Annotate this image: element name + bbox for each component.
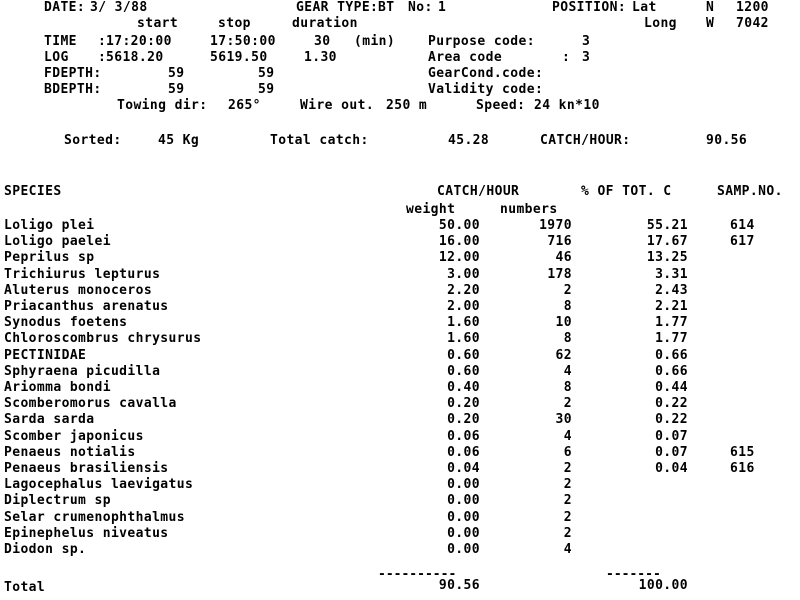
time-stop: 17:50:00: [210, 34, 276, 49]
total-catch-value: 45.28: [448, 133, 490, 148]
species-name: PECTINIDAE: [4, 348, 87, 363]
catch-numbers: 1970: [539, 218, 572, 233]
catch-weight: 1.60: [447, 315, 480, 330]
catch-numbers: 10: [555, 315, 572, 330]
percent-of-total: 1.77: [655, 331, 688, 346]
gearcond-code-label: GearCond.code:: [428, 66, 544, 81]
species-name: Diplectrum sp: [4, 493, 111, 508]
catch-numbers: 2: [563, 461, 572, 476]
percent-of-total: 3.31: [655, 267, 688, 282]
sample-number: 616: [730, 461, 755, 476]
species-name: Aluterus monoceros: [4, 283, 153, 298]
percent-of-total: 0.66: [655, 364, 688, 379]
species-name: Loligo paelei: [4, 234, 111, 249]
percent-of-total: 0.04: [655, 461, 688, 476]
haul-no-label: No:: [408, 0, 433, 15]
log-colon: :: [98, 50, 107, 65]
catch-weight: 12.00: [438, 250, 480, 265]
catch-weight: 0.00: [447, 510, 480, 525]
catch-numbers: 8: [563, 331, 572, 346]
percent-of-total: 0.07: [655, 429, 688, 444]
fdepth-label: FDEPTH:: [44, 66, 102, 81]
species-name: Loligo plei: [4, 218, 95, 233]
species-name: Priacanthus arenatus: [4, 299, 169, 314]
catch-weight: 0.06: [447, 445, 480, 460]
towing-dir-label: Towing dir:: [117, 98, 208, 113]
percent-of-total: 13.25: [646, 250, 688, 265]
species-column-header: SPECIES: [4, 184, 62, 199]
catch-weight: 0.40: [447, 380, 480, 395]
catch-weight: 3.00: [447, 267, 480, 282]
species-name: Trichiurus lepturus: [4, 267, 161, 282]
percent-total-rule: -------: [606, 567, 661, 582]
lat-direction: N: [706, 0, 715, 15]
area-code-colon: :: [562, 50, 571, 65]
purpose-code-label: Purpose code:: [428, 34, 535, 49]
percent-of-total: 17.67: [646, 234, 688, 249]
catch-numbers: 2: [563, 493, 572, 508]
sample-no-column-header: SAMP.NO.: [717, 184, 783, 199]
fdepth-start: 59: [168, 66, 185, 81]
purpose-code-value: 3: [582, 34, 591, 49]
catch-weight: 0.00: [447, 477, 480, 492]
log-label: LOG: [44, 50, 69, 65]
catch-weight: 0.00: [447, 542, 480, 557]
total-label: Total: [4, 580, 46, 595]
long-value: 7042: [736, 16, 769, 31]
numbers-subheader: numbers: [500, 202, 558, 217]
time-label: TIME: [44, 34, 77, 49]
catch-weight: 2.00: [447, 299, 480, 314]
time-duration: 30: [314, 34, 331, 49]
sample-number: 614: [730, 218, 755, 233]
percent-of-total: 0.66: [655, 348, 688, 363]
percent-total-column-header: % OF TOT. C: [581, 184, 672, 199]
species-name: Peprilus sp: [4, 250, 95, 265]
catch-numbers: 4: [563, 429, 572, 444]
long-direction: W: [706, 16, 715, 31]
bdepth-stop: 59: [258, 82, 275, 97]
species-name: Selar crumenophthalmus: [4, 510, 185, 525]
catch-weight: 2.20: [447, 283, 480, 298]
catch-numbers: 178: [547, 267, 572, 282]
sample-number: 617: [730, 234, 755, 249]
catch-numbers: 2: [563, 283, 572, 298]
catch-numbers: 2: [563, 510, 572, 525]
catch-numbers: 4: [563, 542, 572, 557]
time-unit: (min): [354, 34, 396, 49]
column-duration-heading: duration: [292, 16, 358, 31]
species-name: Penaeus brasiliensis: [4, 461, 169, 476]
catch-per-hour-value: 90.56: [706, 133, 748, 148]
weight-subheader: weight: [406, 202, 456, 217]
sample-number: 615: [730, 445, 755, 460]
catch-weight: 0.06: [447, 429, 480, 444]
catch-numbers: 4: [563, 364, 572, 379]
catch-weight: 0.20: [447, 396, 480, 411]
column-stop-heading: stop: [218, 16, 251, 31]
catch-weight: 1.60: [447, 331, 480, 346]
species-name: Sarda sarda: [4, 412, 95, 427]
catch-weight: 50.00: [438, 218, 480, 233]
lat-label: Lat: [632, 0, 657, 15]
species-name: Penaeus notialis: [4, 445, 136, 460]
log-duration: 1.30: [304, 50, 337, 65]
towing-dir-value: 265°: [228, 98, 261, 113]
haul-no-value: 1: [438, 0, 447, 15]
gear-type-value: BT: [378, 0, 395, 15]
catch-numbers: 30: [555, 412, 572, 427]
total-percent: 100.00: [638, 578, 688, 593]
time-colon: :: [98, 34, 107, 49]
lat-value: 1200: [736, 0, 769, 15]
percent-of-total: 1.77: [655, 315, 688, 330]
log-stop: 5619.50: [210, 50, 268, 65]
species-name: Sphyraena picudilla: [4, 364, 161, 379]
fdepth-stop: 59: [258, 66, 275, 81]
catch-numbers: 6: [563, 445, 572, 460]
area-code-label: Area code: [428, 50, 503, 65]
catch-numbers: 2: [563, 396, 572, 411]
date-value: 3/ 3/88: [90, 0, 148, 15]
catch-weight: 0.00: [447, 493, 480, 508]
catch-weight: 0.60: [447, 364, 480, 379]
time-start: 17:20:00: [106, 34, 172, 49]
wire-out-label: Wire out.: [300, 98, 375, 113]
species-name: Diodon sp.: [4, 542, 87, 557]
log-start: 5618.20: [106, 50, 164, 65]
percent-of-total: 0.44: [655, 380, 688, 395]
percent-of-total: 55.21: [646, 218, 688, 233]
species-name: Ariomma bondi: [4, 380, 111, 395]
catch-numbers: 8: [563, 380, 572, 395]
bdepth-label: BDEPTH:: [44, 82, 102, 97]
catch-weight: 0.60: [447, 348, 480, 363]
catch-numbers: 716: [547, 234, 572, 249]
catch-hour-column-header: CATCH/HOUR: [437, 184, 520, 199]
catch-numbers: 46: [555, 250, 572, 265]
total-catch-label: Total catch:: [270, 133, 369, 148]
catch-numbers: 8: [563, 299, 572, 314]
species-name: Chloroscombrus chrysurus: [4, 331, 202, 346]
percent-of-total: 0.22: [655, 396, 688, 411]
sorted-label: Sorted:: [64, 133, 122, 148]
percent-of-total: 0.22: [655, 412, 688, 427]
catch-weight: 0.00: [447, 526, 480, 541]
area-code-value: 3: [582, 50, 591, 65]
species-name: Epinephelus niveatus: [4, 526, 169, 541]
percent-of-total: 2.43: [655, 283, 688, 298]
wire-out-value: 250 m: [386, 98, 428, 113]
catch-weight: 0.04: [447, 461, 480, 476]
catch-weight: 0.20: [447, 412, 480, 427]
percent-of-total: 2.21: [655, 299, 688, 314]
catch-numbers: 2: [563, 477, 572, 492]
catch-numbers: 62: [555, 348, 572, 363]
position-label: POSITION:: [552, 0, 627, 15]
date-label: DATE:: [44, 0, 86, 15]
species-name: Lagocephalus laevigatus: [4, 477, 194, 492]
long-label: Long: [644, 16, 677, 31]
catch-numbers: 2: [563, 526, 572, 541]
sorted-value: 45 Kg: [158, 133, 200, 148]
total-weight: 90.56: [438, 578, 480, 593]
speed-label: Speed:: [476, 98, 526, 113]
species-name: Scomberomorus cavalla: [4, 396, 177, 411]
column-start-heading: start: [137, 16, 179, 31]
gear-type-label: GEAR TYPE:: [296, 0, 379, 15]
species-name: Synodus foetens: [4, 315, 128, 330]
percent-of-total: 0.07: [655, 445, 688, 460]
validity-code-label: Validity code:: [428, 82, 544, 97]
speed-value: 24 kn*10: [534, 98, 600, 113]
species-name: Scomber japonicus: [4, 429, 144, 444]
catch-per-hour-label: CATCH/HOUR:: [540, 133, 631, 148]
weight-total-rule: ----------: [378, 567, 457, 582]
catch-weight: 16.00: [438, 234, 480, 249]
bdepth-start: 59: [168, 82, 185, 97]
